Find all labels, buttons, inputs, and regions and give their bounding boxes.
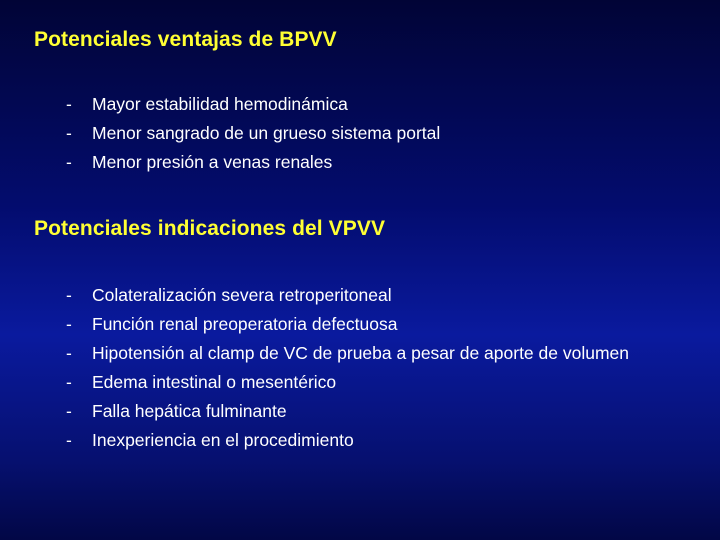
bullet-item <box>66 121 440 150</box>
bullet-item <box>66 399 629 428</box>
bullet-marker: - <box>66 401 72 421</box>
section-heading-indicaciones: Potenciales indicaciones del VPVV <box>34 217 386 240</box>
bullet-item <box>66 312 629 341</box>
bullet-item <box>66 341 629 370</box>
bullet-text: Edema intestinal o mesentérico <box>92 372 337 392</box>
bullet-marker: - <box>66 152 72 172</box>
bullet-item <box>66 92 440 121</box>
bullet-text: Menor sangrado de un grueso sistema portal <box>92 123 441 143</box>
bullet-list-indicaciones <box>66 283 629 457</box>
bullet-marker: - <box>66 343 72 363</box>
bullet-marker: - <box>66 123 72 143</box>
bullet-list-ventajas <box>66 92 440 179</box>
bullet-item <box>66 150 440 179</box>
bullet-item <box>66 283 629 312</box>
bullet-marker: - <box>66 94 72 114</box>
bullet-item <box>66 428 629 457</box>
bullet-item <box>66 370 629 399</box>
bullet-text: Inexperiencia en el procedimiento <box>92 430 354 450</box>
bullet-text: Colateralización severa retroperitoneal <box>92 285 392 305</box>
section-heading-ventajas: Potenciales ventajas de BPVV <box>34 28 337 51</box>
bullet-marker: - <box>66 285 72 305</box>
bullet-text: Función renal preoperatoria defectuosa <box>92 314 398 334</box>
bullet-text: Menor presión a venas renales <box>92 152 333 172</box>
bullet-marker: - <box>66 430 72 450</box>
bullet-marker: - <box>66 314 72 334</box>
bullet-text: Hipotensión al clamp de VC de prueba a pesar de aporte de volumen <box>92 343 630 363</box>
bullet-text: Mayor estabilidad hemodinámica <box>92 94 348 114</box>
bullet-text: Falla hepática fulminante <box>92 401 287 421</box>
bullet-marker: - <box>66 372 72 392</box>
